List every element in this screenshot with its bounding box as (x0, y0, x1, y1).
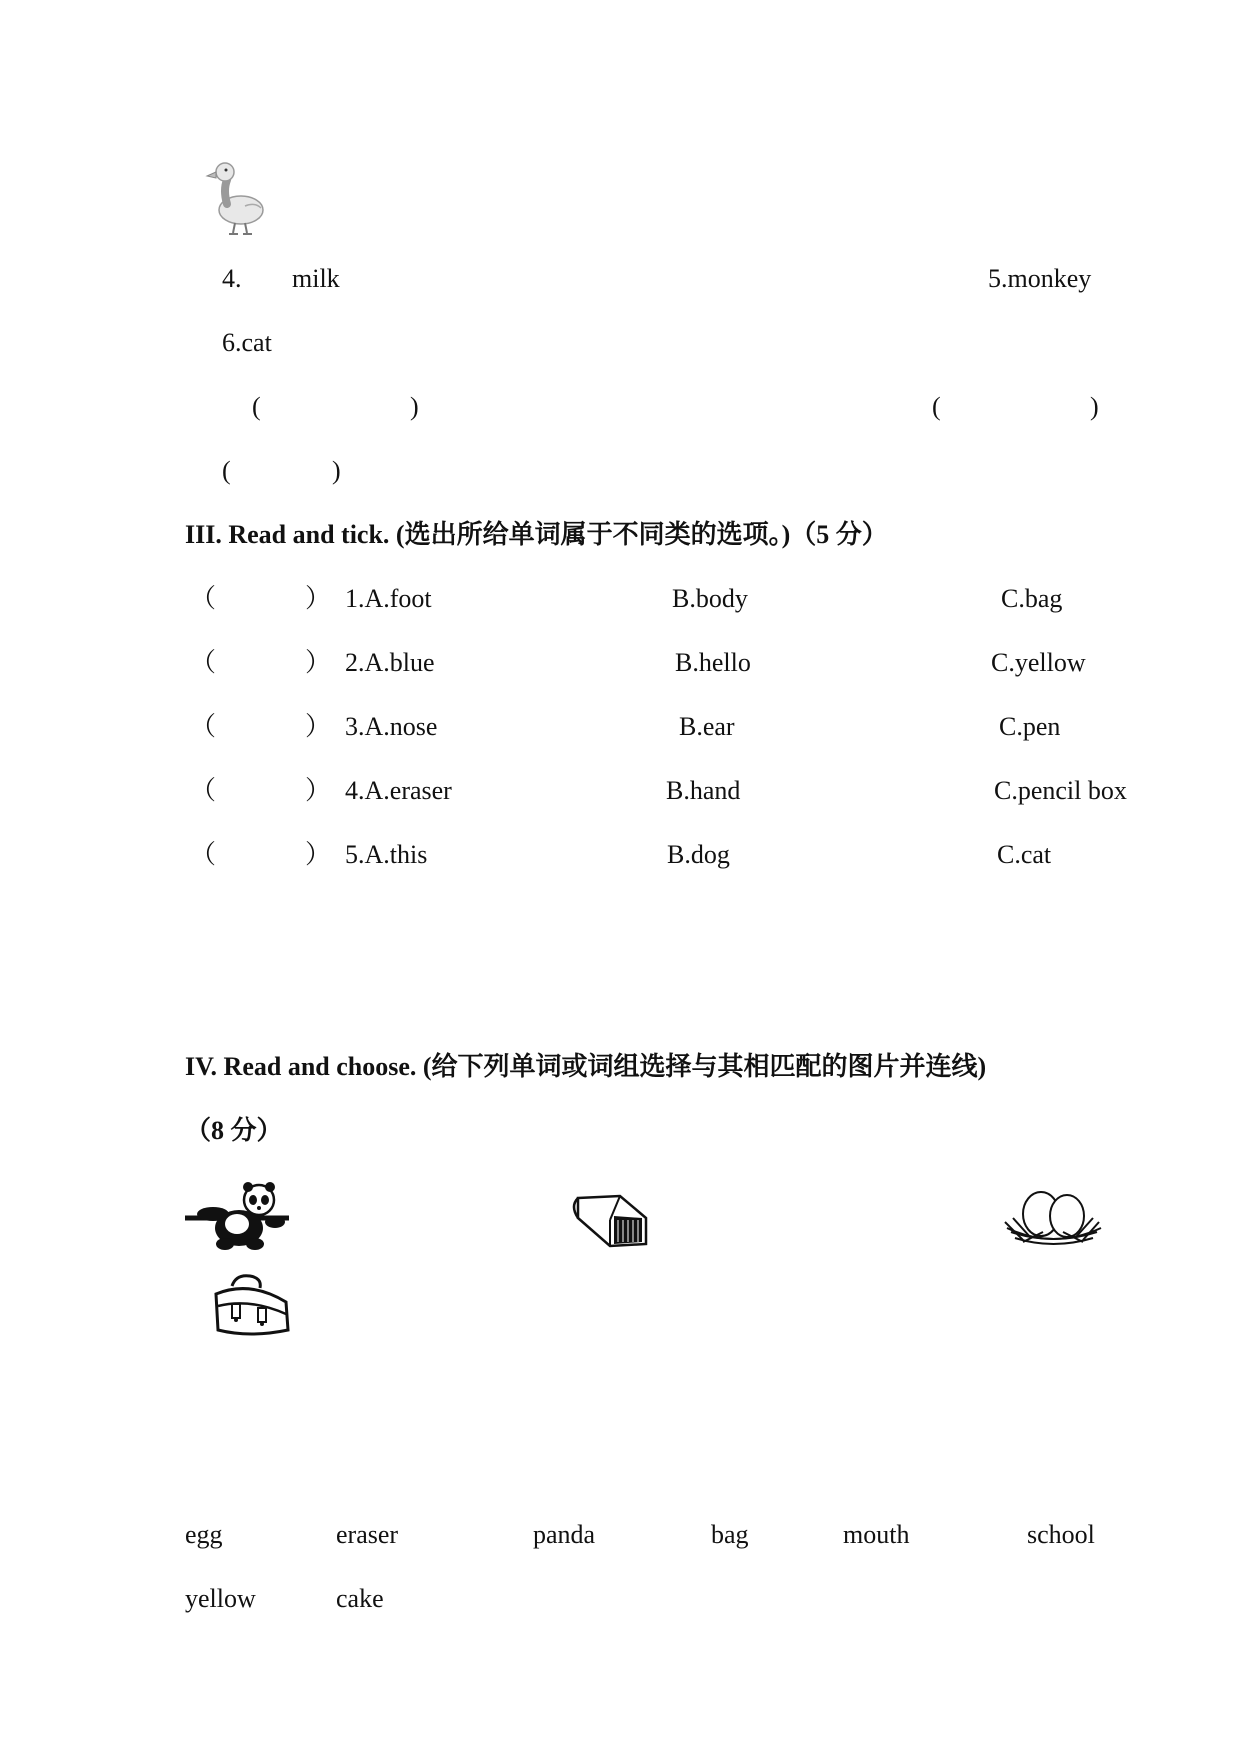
question-1-close-bracket: ） (305, 584, 332, 613)
word-egg: egg (185, 1520, 223, 1549)
question-3-option-b: B.ear (679, 712, 735, 741)
item-5-word: 5.monkey (988, 264, 1092, 293)
question-5-open-bracket: （ (190, 840, 217, 869)
answer-bracket-open-2: ( (932, 392, 941, 421)
question-4-open-bracket: （ (190, 776, 217, 805)
question-3-close-bracket: ） (305, 712, 332, 741)
question-2-option-c: C.yellow (991, 648, 1086, 677)
question-3-option-c: C.pen (999, 712, 1061, 741)
answer-bracket-close-1: ) (410, 392, 419, 421)
question-2-open-bracket: （ (190, 648, 217, 677)
question-1-option-b: B.body (672, 584, 748, 613)
eraser-picture (570, 1188, 654, 1254)
word-cake: cake (336, 1584, 384, 1613)
item-4-word: milk (292, 264, 340, 293)
question-4-option-a: 4.A.eraser (345, 776, 452, 805)
answer-bracket-open-3: ( (222, 456, 231, 485)
question-1-open-bracket: （ (190, 584, 217, 613)
question-4-close-bracket: ） (305, 776, 332, 805)
word-panda: panda (533, 1520, 596, 1549)
item-6-word: 6.cat (222, 328, 272, 357)
word-yellow: yellow (185, 1584, 256, 1613)
question-2-option-b: B.hello (675, 648, 751, 677)
question-5-option-c: C.cat (997, 840, 1052, 869)
question-1-option-a: 1.A.foot (345, 584, 432, 613)
question-3-open-bracket: （ (190, 712, 217, 741)
word-school: school (1027, 1520, 1095, 1549)
word-mouth: mouth (843, 1520, 910, 1549)
panda-picture (185, 1178, 293, 1252)
answer-bracket-close-3: ) (332, 456, 341, 485)
answer-bracket-close-2: ) (1090, 392, 1099, 421)
section-score-part4: （8 分） (185, 1116, 283, 1145)
question-5-option-a: 5.A.this (345, 840, 428, 869)
word-bag: bag (711, 1520, 749, 1549)
word-eraser: eraser (336, 1520, 399, 1549)
section-heading-part3: III. Read and tick. (选出所给单词属于不同类的选项。)（5 分） (185, 520, 888, 549)
question-4-option-b: B.hand (666, 776, 741, 805)
question-2-close-bracket: ） (305, 648, 332, 677)
question-1-option-c: C.bag (1001, 584, 1063, 613)
question-2-option-a: 2.A.blue (345, 648, 435, 677)
question-5-close-bracket: ） (305, 840, 332, 869)
answer-bracket-open-1: ( (252, 392, 261, 421)
question-5-option-b: B.dog (667, 840, 730, 869)
duck-picture (205, 160, 265, 236)
item-4-number: 4. (222, 264, 242, 293)
eggs-in-nest-picture (1003, 1188, 1105, 1254)
question-3-option-a: 3.A.nose (345, 712, 438, 741)
section-heading-part4: IV. Read and choose. (给下列单词或词组选择与其相匹配的图片并连线) (185, 1052, 987, 1081)
schoolbag-picture (210, 1272, 292, 1338)
question-4-option-c: C.pencil box (994, 776, 1127, 805)
